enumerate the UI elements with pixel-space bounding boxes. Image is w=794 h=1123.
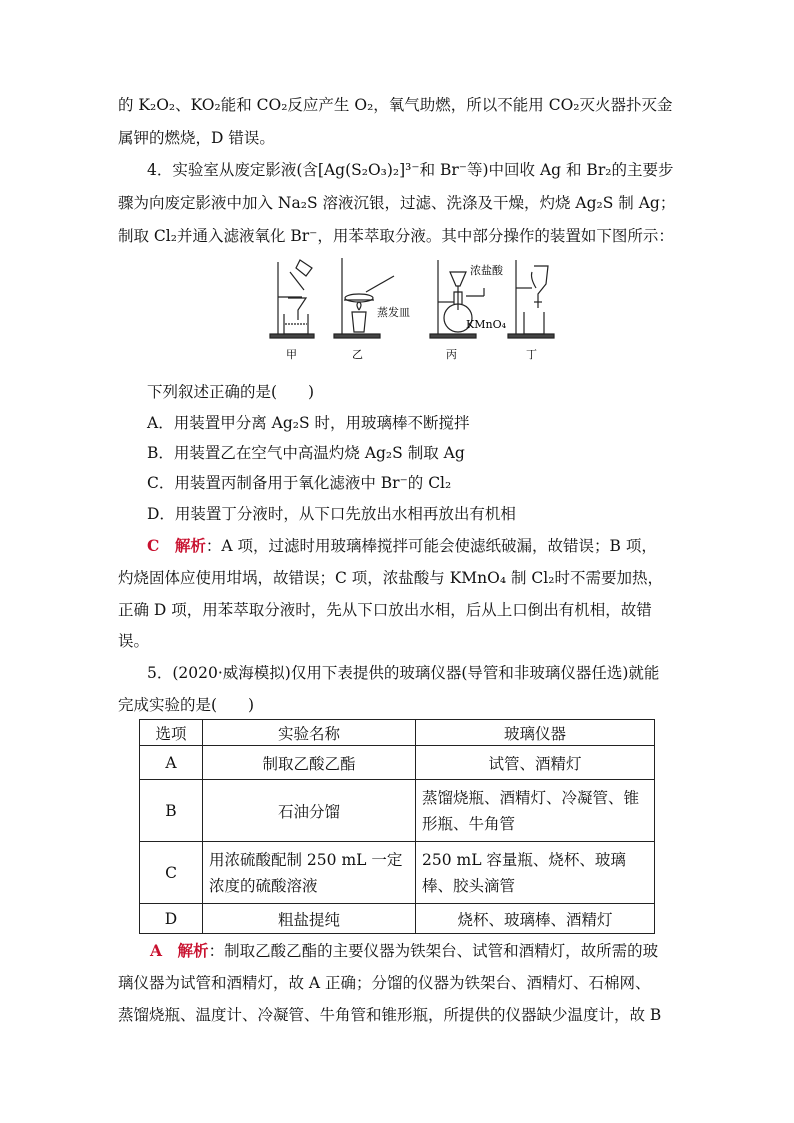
apparatus-ding <box>508 260 554 338</box>
option-c: C．用装置丙制备用于氧化滤液中 Br⁻的 Cl₂ <box>147 474 452 492</box>
answer-5-line <box>150 941 658 961</box>
label-bing: 丙 <box>446 348 457 361</box>
table-row <box>140 904 655 934</box>
analysis-label: 解析 <box>177 941 209 960</box>
answer-4-line <box>147 536 657 556</box>
table-cell: D <box>140 904 203 934</box>
table-cell: 用浓硫酸配制 250 mL 一定浓度的硫酸溶液 <box>203 842 416 904</box>
option-d: D．用装置丁分液时，从下口先放出水相再放出有机相 <box>147 505 516 523</box>
table-header-cell: 玻璃仪器 <box>416 720 655 746</box>
table-cell: 制取乙酸乙酯 <box>203 746 416 780</box>
apparatus-figure <box>262 252 562 364</box>
label-jia: 甲 <box>286 348 297 361</box>
evaporating-dish-label: 蒸发皿 <box>377 306 410 319</box>
answer-letter: C <box>147 536 160 555</box>
text-line: 属钾的燃烧，D 错误。 <box>118 129 275 147</box>
analysis-text: ：A 项，过滤时用玻璃棒搅拌可能会使滤纸破漏，故错误；B 项， <box>205 537 657 555</box>
table-cell: 烧杯、玻璃棒、酒精灯 <box>416 904 655 934</box>
table-row <box>140 746 655 780</box>
table-cell: B <box>140 780 203 842</box>
answer-4-line: 正确 D 项，用苯萃取分液时，先从下口放出水相，后从上口倒出有机相，故错 <box>118 601 652 619</box>
table-header-cell: 选项 <box>140 720 203 746</box>
label-ding: 丁 <box>526 348 537 361</box>
question-4-line: 骤为向废定影液中加入 Na₂S 溶液沉银，过滤、洗涤及干燥，灼烧 Ag₂S 制 Ag； <box>118 194 676 212</box>
analysis-text: ：制取乙酸乙酯的主要仪器为铁架台、试管和酒精灯，故所需的玻 <box>208 942 659 960</box>
label-yi: 乙 <box>352 348 363 361</box>
question-stem: 下列叙述正确的是( ) <box>147 383 315 401</box>
answer-4-line: 误。 <box>118 632 150 650</box>
option-a: A．用装置甲分离 Ag₂S 时，用玻璃棒不断搅拌 <box>147 414 470 432</box>
question-4-line: 制取 Cl₂并通入滤液氧化 Br⁻，用苯萃取分液。其中部分操作的装置如下图所示： <box>118 227 674 245</box>
table-cell: C <box>140 842 203 904</box>
conc-hcl-label: 浓盐酸 <box>470 264 503 277</box>
apparatus-jia <box>270 260 314 338</box>
table-cell: 石油分馏 <box>203 780 416 842</box>
table-cell: 蒸馏烧瓶、酒精灯、冷凝管、锥形瓶、牛角管 <box>416 780 655 842</box>
apparatus-yi <box>334 258 394 338</box>
question-5-line: 完成实验的是( ) <box>118 696 255 714</box>
answer-5-line: 璃仪器为试管和酒精灯，故 A 正确；分馏的仪器为铁架台、酒精灯、石棉网、 <box>118 974 651 992</box>
instrument-table <box>139 719 655 934</box>
table-header-row <box>140 720 655 746</box>
table-row <box>140 780 655 842</box>
kmno4-label: KMnO₄ <box>466 318 506 331</box>
answer-5-line: 蒸馏烧瓶、温度计、冷凝管、牛角管和锥形瓶，所提供的仪器缺少温度计，故 B <box>118 1006 662 1024</box>
table-cell: 试管、酒精灯 <box>416 746 655 780</box>
question-4-line: 4．实验室从废定影液(含[Ag(S₂O₃)₂]³⁻和 Br⁻等)中回收 Ag 和 Br₂的主要步 <box>147 161 674 179</box>
answer-letter: A <box>150 941 163 960</box>
table-header-cell: 实验名称 <box>203 720 416 746</box>
text-line: 的 K₂O₂、KO₂能和 CO₂反应产生 O₂，氧气助燃，所以不能用 CO₂灭火器扑灭金 <box>118 96 673 114</box>
analysis-label: 解析 <box>174 536 206 555</box>
option-b: B．用装置乙在空气中高温灼烧 Ag₂S 制取 Ag <box>147 444 465 462</box>
table-row <box>140 842 655 904</box>
question-5-line: 5．(2020·威海模拟)仅用下表提供的玻璃仪器(导管和非玻璃仪器任选)就能 <box>147 664 660 682</box>
table-cell: 粗盐提纯 <box>203 904 416 934</box>
answer-4-line: 灼烧固体应使用坩埚，故错误；C 项，浓盐酸与 KMnO₄ 制 Cl₂时不需要加热， <box>118 569 663 587</box>
table-cell: A <box>140 746 203 780</box>
table-cell: 250 mL 容量瓶、烧杯、玻璃棒、胶头滴管 <box>416 842 655 904</box>
